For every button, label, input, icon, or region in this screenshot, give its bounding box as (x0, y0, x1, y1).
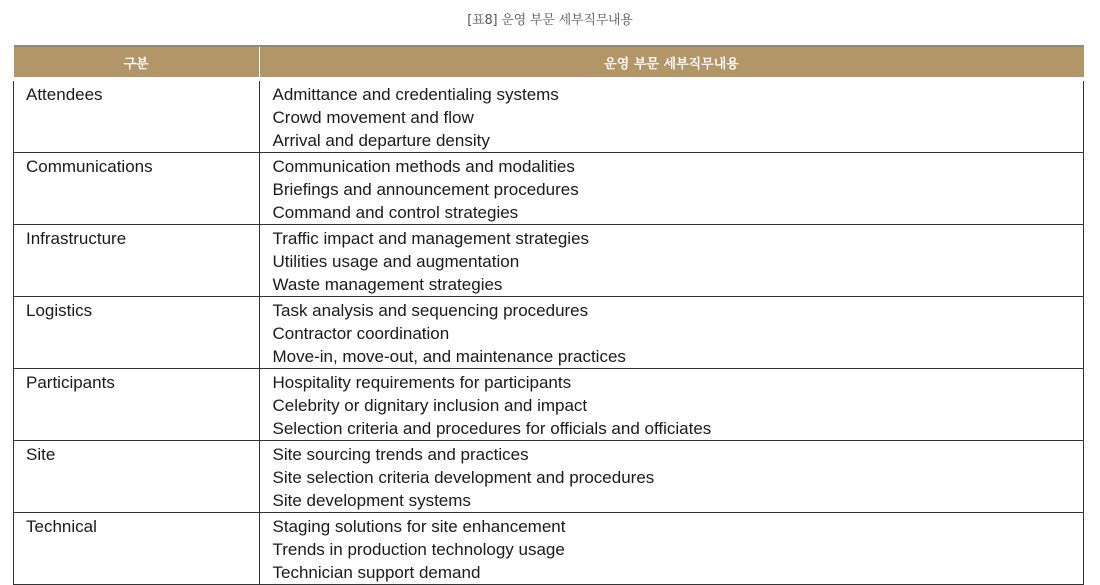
duty-item: Briefings and announcement procedures (272, 180, 579, 199)
operations-duties-table (13, 45, 1084, 585)
duty-item: Celebrity or dignitary inclusion and impact (272, 396, 588, 415)
duty-item: Selection criteria and procedures for officials and officiates (272, 419, 712, 438)
duties-cell (259, 513, 1084, 585)
category-cell: Attendees (14, 79, 260, 153)
duty-item: Waste management strategies (272, 275, 503, 294)
duty-item: Staging solutions for site enhancement (272, 517, 566, 536)
duty-item: Hospitality requirements for participants (272, 373, 572, 392)
duty-item: Admittance and credentialing systems (272, 85, 559, 104)
table-row (14, 369, 1084, 441)
table-row (14, 441, 1084, 513)
duty-item: Crowd movement and flow (272, 108, 474, 127)
table-caption: [표8] 운영 부문 세부직무내용 (467, 13, 633, 28)
table-row (14, 153, 1084, 225)
category-cell: Communications (14, 153, 260, 225)
category-cell: Site (14, 441, 260, 513)
duty-item: Site development systems (272, 491, 471, 510)
duties-cell (259, 441, 1084, 513)
duty-item: Utilities usage and augmentation (272, 252, 520, 271)
table-header (14, 46, 1084, 79)
duty-item: Command and control strategies (272, 203, 519, 222)
duty-item: Arrival and departure density (272, 131, 490, 150)
duties-table-container (13, 45, 1084, 585)
header-row (14, 46, 1084, 79)
table-row (14, 79, 1084, 153)
duty-item: Site selection criteria development and procedures (272, 468, 655, 487)
table-row (14, 225, 1084, 297)
table-body (14, 79, 1084, 585)
category-cell: Technical (14, 513, 260, 585)
duties-cell (259, 225, 1084, 297)
duties-cell (259, 153, 1084, 225)
duty-item: Task analysis and sequencing procedures (272, 301, 589, 320)
duty-item: Move-in, move-out, and maintenance practices (272, 347, 626, 366)
table-row (14, 297, 1084, 369)
duty-item: Communication methods and modalities (272, 157, 575, 176)
duty-item: Contractor coordination (272, 324, 450, 343)
duties-cell (259, 369, 1084, 441)
duty-item: Trends in production technology usage (272, 540, 565, 559)
category-cell: Infrastructure (14, 225, 260, 297)
header-duties: 운영 부문 세부직무내용 (259, 46, 1084, 79)
duty-item: Traffic impact and management strategies (272, 229, 590, 248)
category-cell: Logistics (14, 297, 260, 369)
duty-item: Technician support demand (272, 563, 481, 582)
duties-cell (259, 297, 1084, 369)
category-cell: Participants (14, 369, 260, 441)
header-category: 구분 (14, 46, 260, 79)
table-row (14, 513, 1084, 585)
duty-item: Site sourcing trends and practices (272, 445, 529, 464)
duties-cell (259, 79, 1084, 153)
